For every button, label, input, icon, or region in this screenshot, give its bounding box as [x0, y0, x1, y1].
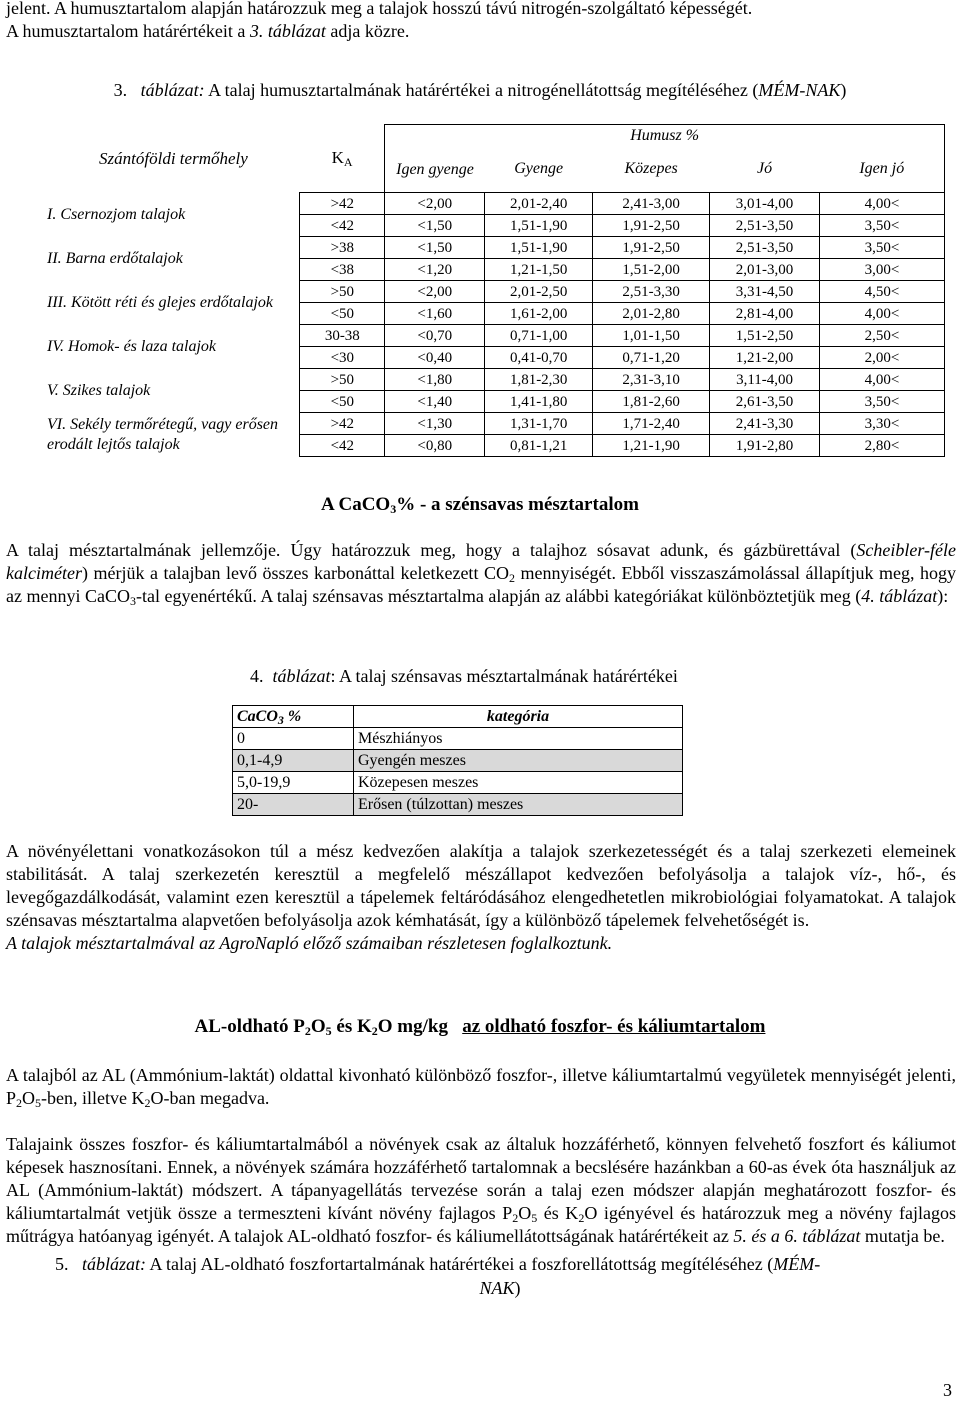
- ka-cell: >42: [300, 413, 385, 435]
- humus-cell: 3,11-4,00: [710, 369, 820, 391]
- intro-line-2: A humusztartalom határértékeit a: [6, 21, 250, 41]
- header-col-1: Igen gyenge: [385, 146, 485, 193]
- category-cell: Közepesen meszes: [354, 772, 683, 794]
- table-row: [45, 193, 945, 215]
- humus-cell: 2,51-3,50: [710, 237, 820, 259]
- humus-cell: 3,50<: [820, 215, 945, 237]
- table-row: [233, 794, 683, 816]
- al-heading: AL-oldható $P_2O_5$ és $K_2O$ mg/kg az oldható foszfor- és káliumtartalom: [194, 1016, 766, 1038]
- caco-heading: A CaCO$_3$% - a szénsavas mésztartalom: [321, 494, 639, 516]
- humus-cell: 3,50<: [820, 237, 945, 259]
- humus-cell: 1,81-2,30: [485, 369, 593, 391]
- humus-cell: 1,51-2,00: [593, 259, 710, 281]
- humus-cell: 4,00<: [820, 193, 945, 215]
- header-col-2: Gyenge: [514, 160, 564, 177]
- humus-cell: 2,81-4,00: [710, 303, 820, 325]
- humus-cell: 2,00<: [820, 347, 945, 369]
- caption-text: A talaj humusztartalmának határértékei a nitrogénellátottság megítéléséhez (: [208, 80, 759, 100]
- ka-cell: <42: [300, 435, 385, 457]
- humus-cell: 0,71-1,00: [485, 325, 593, 347]
- humus-cell: <0,40: [385, 347, 485, 369]
- humus-cell: 0,71-1,20: [593, 347, 710, 369]
- humus-cell: 1,51-1,90: [485, 215, 593, 237]
- page-number: 3: [943, 1380, 952, 1400]
- humus-cell: 1,61-2,00: [485, 303, 593, 325]
- caco-value-cell: 0,1-4,9: [233, 750, 354, 772]
- humus-cell: 1,01-1,50: [593, 325, 710, 347]
- humus-cell: 4,00<: [820, 303, 945, 325]
- humus-cell: 3,00<: [820, 259, 945, 281]
- humus-cell: 4,50<: [820, 281, 945, 303]
- ka-cell: 30-38: [300, 325, 385, 347]
- category-header: kategória: [354, 706, 683, 728]
- table-row: [45, 237, 945, 259]
- table-row: [45, 369, 945, 391]
- ka-cell: <42: [300, 215, 385, 237]
- soil-group-label: VI. Sekély termőrétegű, vagy erősen erodált lejtős talajok: [47, 415, 279, 453]
- soil-group-label: V. Szikes talajok: [47, 381, 151, 399]
- humus-cell: 0,41-0,70: [485, 347, 593, 369]
- humus-cell: <2,00: [385, 193, 485, 215]
- caco-paragraph: A talaj mésztartalmának jellemzője. Úgy határozzuk meg, hogy a talajhoz sósavat adunk, és gázbürettával (Scheibler-féle kalciméter) mérjük a talajban levő összes karbonáttal keletkezett $CO_2$ mennyiségét. Ebből visszaszámolással állapítjuk meg, hogy az mennyi CaCO$_3$-tal egyenértékű. A talaj szénsavas mésztartalma alapján az alábbi kategóriákat különböztetjük meg (4. táblázat):: [6, 540, 956, 608]
- ka-cell: >38: [300, 237, 385, 259]
- intro-line-1: jelent. A humusztartalom alapján határozzuk meg a talajok hosszú távú nitrogén-szolgáltató képességét.: [6, 0, 753, 18]
- humus-cell: <0,80: [385, 435, 485, 457]
- humus-cell: 3,50<: [820, 391, 945, 413]
- humus-cell: 1,21-1,90: [593, 435, 710, 457]
- humus-cell: 1,31-1,70: [485, 413, 593, 435]
- humus-cell: 1,81-2,60: [593, 391, 710, 413]
- category-cell: Erősen (túlzottan) meszes: [354, 794, 683, 816]
- humus-cell: 2,01-3,00: [710, 259, 820, 281]
- humus-cell: 2,01-2,80: [593, 303, 710, 325]
- humus-table: [45, 124, 945, 457]
- humus-cell: <1,60: [385, 303, 485, 325]
- humus-cell: <1,80: [385, 369, 485, 391]
- ka-cell: <38: [300, 259, 385, 281]
- table3-caption: [0, 80, 960, 101]
- header-col-4: Jó: [757, 160, 773, 177]
- humus-cell: 1,91-2,50: [593, 237, 710, 259]
- plant-paragraph: A növényélettani vonatkozásokon túl a mész kedvezően alakítja a talajok szerkezetességét és a talaj szerkezeti elemeinek stabilitását. A talaj szerkezetén keresztül a megfelelő mészállapot kedvezően befolyásolja a talajok víz-, hő-, és levegőgazdálkodását, valamint ezen keresztül a tápelemek feltáródásához elengedhetetlen mikrobiológiai folyamatokat. A talajok szénsavas mésztartalma alapvetően befolyásolja azok kémhatását, így a különböző tápelemek felvehetőségét is. A talajok mésztartalmával az AgroNapló előző számaiban részletesen foglalkoztunk.: [6, 841, 956, 953]
- soil-group-label: III. Kötött réti és glejes erdőtalajok: [47, 293, 274, 311]
- humus-cell: 2,01-2,40: [485, 193, 593, 215]
- humus-cell: 1,91-2,80: [710, 435, 820, 457]
- agronaplo-note: A talajok mésztartalmával az AgroNapló előző számaiban részletesen foglalkoztunk.: [6, 933, 613, 953]
- intro-line-2-end: adja közre.: [325, 21, 410, 41]
- header-col-3: Közepes: [624, 160, 678, 177]
- humus-cell: 1,91-2,50: [593, 215, 710, 237]
- al-paragraph-2: Talajaink összes foszfor- és káliumtartalmából a növények csak az általuk hozzáférhető, könnyen felvehető foszfort és káliumot képesek hasznosítani. Ennek, a növények számára hozzáférhető tartalomnak a becslésére hazánkban a 60-as évek óta használjuk az AL (Ammónium-laktát) módszert. A tápanyagellátás tervezése során a talaj ezen módszer alapján meghatározott foszfor- és káliumtartalmát vetjük össze a termeszteni kívánt növény fajlagos $P_2O_5$ és $K_2O$ igényével és határozzuk meg a növény fajlagos műtrágya hatóanyag igényét. A talajok AL-oldható foszfor- és káliumellátottságának határértékeit az 5. és a 6. táblázat mutatja be.: [6, 1134, 956, 1246]
- humus-cell: 3,31-4,50: [710, 281, 820, 303]
- caco-header: CaCO$_3$ %: [233, 706, 354, 728]
- caco-value-cell: 20-: [233, 794, 354, 816]
- humus-cell: 4,00<: [820, 369, 945, 391]
- caption-end: ): [840, 80, 847, 100]
- table-row: [45, 325, 945, 347]
- table-row: [233, 750, 683, 772]
- humus-cell: 2,51-3,30: [593, 281, 710, 303]
- humus-cell: 3,01-4,00: [710, 193, 820, 215]
- humus-cell: 3,30<: [820, 413, 945, 435]
- soil-group-label: I. Csernozjom talajok: [47, 205, 186, 223]
- caco-value-cell: 5,0-19,9: [233, 772, 354, 794]
- humus-cell: 2,31-3,10: [593, 369, 710, 391]
- category-cell: Mészhiányos: [354, 728, 683, 750]
- humus-cell: 2,41-3,30: [710, 413, 820, 435]
- category-cell: Gyengén meszes: [354, 750, 683, 772]
- humus-cell: 2,50<: [820, 325, 945, 347]
- ka-cell: <50: [300, 391, 385, 413]
- humus-cell: 2,51-3,50: [710, 215, 820, 237]
- table4-caption: 4. táblázat: A talaj szénsavas mésztartalmának határértékei: [250, 666, 678, 686]
- humus-cell: <1,40: [385, 391, 485, 413]
- header-ka: $K_A$: [331, 148, 353, 170]
- humus-cell: <1,50: [385, 237, 485, 259]
- ka-cell: >42: [300, 193, 385, 215]
- humus-cell: <0,70: [385, 325, 485, 347]
- humus-cell: 1,21-1,50: [485, 259, 593, 281]
- al-paragraph-1: A talajból az AL (Ammónium-laktát) oldattal kivonható különböző foszfor-, illetve káliumtartalmú vegyületek mennyiségét jelenti, $P_2O_5$-ben, illetve $K_2O$-ban megadva.: [6, 1065, 956, 1110]
- humus-cell: 2,61-3,50: [710, 391, 820, 413]
- humus-cell: 2,80<: [820, 435, 945, 457]
- header-col-5: Igen jó: [820, 146, 945, 193]
- table-row: [45, 281, 945, 303]
- soil-group-label: II. Barna erdőtalajok: [47, 249, 183, 267]
- humus-cell: <2,00: [385, 281, 485, 303]
- humus-cell: 2,01-2,50: [485, 281, 593, 303]
- soil-group-label: IV. Homok- és laza talajok: [47, 337, 217, 355]
- table-row: [45, 413, 945, 435]
- header-humus: Humusz %: [385, 125, 945, 147]
- caco-table: [232, 705, 683, 816]
- humus-cell: 1,71-2,40: [593, 413, 710, 435]
- header-site: Szántóföldi termőhely: [99, 148, 248, 168]
- table-row: [233, 728, 683, 750]
- caption-number: 3.: [113, 80, 128, 100]
- ka-cell: >50: [300, 281, 385, 303]
- table-row: [233, 772, 683, 794]
- table5-caption: 5. táblázat: A talaj AL-oldható foszfortartalmának határértékei a foszforellátottság megítéléséhez (MÉM- NAK): [55, 1254, 821, 1298]
- humus-cell: 1,21-2,00: [710, 347, 820, 369]
- intro-paragraph: [6, 0, 956, 43]
- ka-cell: >50: [300, 369, 385, 391]
- humus-cell: <1,50: [385, 215, 485, 237]
- table-ref: 3. táblázat: [249, 21, 326, 41]
- ka-cell: <30: [300, 347, 385, 369]
- caption-source: MÉM-NAK: [758, 80, 841, 100]
- caption-word: táblázat:: [140, 80, 205, 100]
- humus-cell: 1,41-1,80: [485, 391, 593, 413]
- humus-cell: 2,41-3,00: [593, 193, 710, 215]
- caco-value-cell: 0: [233, 728, 354, 750]
- humus-cell: 1,51-1,90: [485, 237, 593, 259]
- ka-cell: <50: [300, 303, 385, 325]
- humus-cell: 0,81-1,21: [485, 435, 593, 457]
- humus-cell: <1,20: [385, 259, 485, 281]
- humus-cell: <1,30: [385, 413, 485, 435]
- humus-cell: 1,51-2,50: [710, 325, 820, 347]
